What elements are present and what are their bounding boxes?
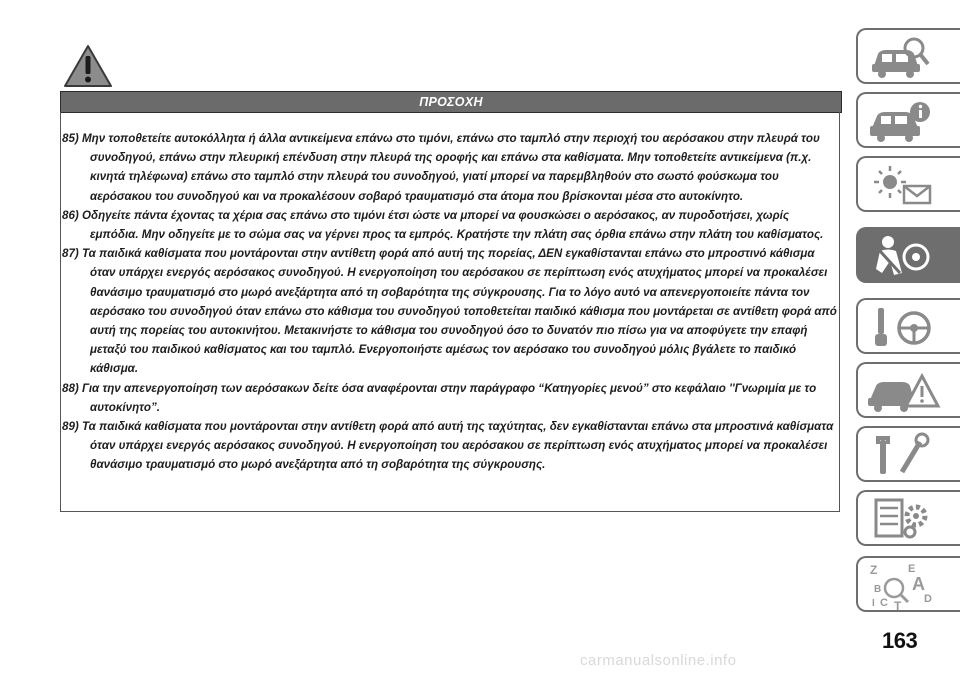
index-letter: Z <box>870 563 878 577</box>
index-letter: I <box>872 598 875 609</box>
index-letter: B <box>874 584 882 595</box>
tab-emergency[interactable] <box>856 362 960 418</box>
watermark-text: carmanualsonline.info <box>580 652 737 669</box>
specifications-gears-icon <box>868 496 948 542</box>
car-breakdown-warning-icon <box>868 368 948 414</box>
wrench-tools-icon <box>868 432 948 478</box>
tab-maintenance[interactable] <box>856 426 960 482</box>
tab-index[interactable] <box>856 556 960 612</box>
note-88: 88) Για την απενεργοποίηση των αερόσακων δείτε όσα αναφέρονται στην παράγραφο “Κατηγορίες μενού” στο κεφάλαιο ''Γνωριμία με το αυτοκίνητο”. <box>62 381 817 414</box>
warning-header <box>60 91 842 113</box>
tab-car-search[interactable] <box>856 28 960 84</box>
index-letter: C <box>880 597 888 609</box>
tab-warning-lights[interactable] <box>856 156 960 212</box>
tab-starting-driving[interactable] <box>856 298 960 354</box>
warning-title: ΠΡΟΣΟΧΗ <box>419 95 483 109</box>
index-letter: T <box>894 599 902 612</box>
page-number: 163 <box>882 628 918 653</box>
index-letter: D <box>924 593 932 605</box>
car-info-icon <box>868 98 948 144</box>
note-87: 87) Τα παιδικά καθίσματα που μοντάρονται στην αντίθετη φορά από αυτή της πορείας, ΔΕΝ εγκαθίστανται επάνω στο μπροστινό κάθισμα όταν υπάρχει ενεργός αερόσακος συνοδηγού. Η ενεργοποίηση του αερόσακου σε περίπτωση ενός ατυχήματος μπορεί να προκαλέσει θανάσιμο τραυματισμό στο μωρό ανεξάρτητα από τη σοβαρότητα της σύγκρουσης. Για το λόγο αυτό να απενεργοποιείτε πάντα τον αερόσακο του συνοδηγού όταν επάνω στο κάθισμα του συνοδηγού τοποθετείται παιδικό κάθισμα που μοντάρεται σε αντίθετη φορά από αυτή της πορείας του αυτοκινήτου. Μετακινήστε το κάθισμα του συνοδηγού όσο το δυνατόν πιο πίσω για να αποφύγετε την επαφή μεταξύ του παιδικού καθίσματος και του ταμπλό. Ενεργοποιήστε αμέσως τον αερόσακο του συνοδηγού μόλις βγάλετε το παιδικό κάθισμα. <box>62 247 837 376</box>
warning-light-message-icon <box>868 162 948 208</box>
warning-triangle-icon <box>63 44 113 88</box>
tab-car-info[interactable] <box>856 92 960 148</box>
warning-notes-list <box>61 129 839 475</box>
car-search-icon <box>868 34 948 80</box>
index-letter: E <box>908 563 916 575</box>
alphabetical-index-icon <box>868 562 948 612</box>
tab-safety[interactable] <box>856 227 960 283</box>
key-steering-wheel-icon <box>868 304 948 350</box>
tab-technical-data[interactable] <box>856 490 960 546</box>
note-86: 86) Οδηγείτε πάντα έχοντας τα χέρια σας επάνω στο τιμόνι έτσι ώστε να μπορεί να φουσκώσει ο αερόσακος, αν πυροδοτήσει, χωρίς εμπόδια. Μην οδηγείτε με το σώμα σας να γέρνει προς τα εμπρός. Κρατήστε την πλάτη σας όρθια επάνω στην πλάτη του καθίσματος. <box>62 208 824 242</box>
index-letter: A <box>912 574 925 594</box>
seatbelt-airbag-icon <box>868 233 948 279</box>
note-89: 89) Τα παιδικά καθίσματα που μοντάρονται στην αντίθετη φορά από αυτή της ταχύτητας, δεν εγκαθίστανται επάνω στα μπροστινά καθίσματα όταν υπάρχει ενεργός αερόσακος συνοδηγού. Η ενεργοποίηση του αερόσακου σε περίπτωση ενός ατυχήματος μπορεί να προκαλέσει θανάσιμο τραυματισμό στο μωρό ανεξάρτητα από τη σοβαρότητα της σύγκρουσης. <box>62 420 834 472</box>
note-85: 85) Μην τοποθετείτε αυτοκόλλητα ή άλλα αντικείμενα επάνω στο τιμόνι, επάνω στο ταμπλό στην περιοχή του αερόσακου στην πλευρά του συνοδηγού, επάνω στην πλευρική επένδυση στην πλευρά της οροφής και επάνω στα καθίσματα. Μην τοποθετείτε αντικείμενα (π.χ. κινητά τηλέφωνα) επάνω στο ταμπλό στην πλευρά του συνοδηγού, γιατί μπορεί να παρεμβληθούν στο σωστό φούσκωμα του αερόσακου του συνοδηγού και να προκαλέσουν σοβαρό τραυματισμό στα άτομα που βρίσκονται μέσα στο αυτοκίνητο. <box>62 132 820 203</box>
